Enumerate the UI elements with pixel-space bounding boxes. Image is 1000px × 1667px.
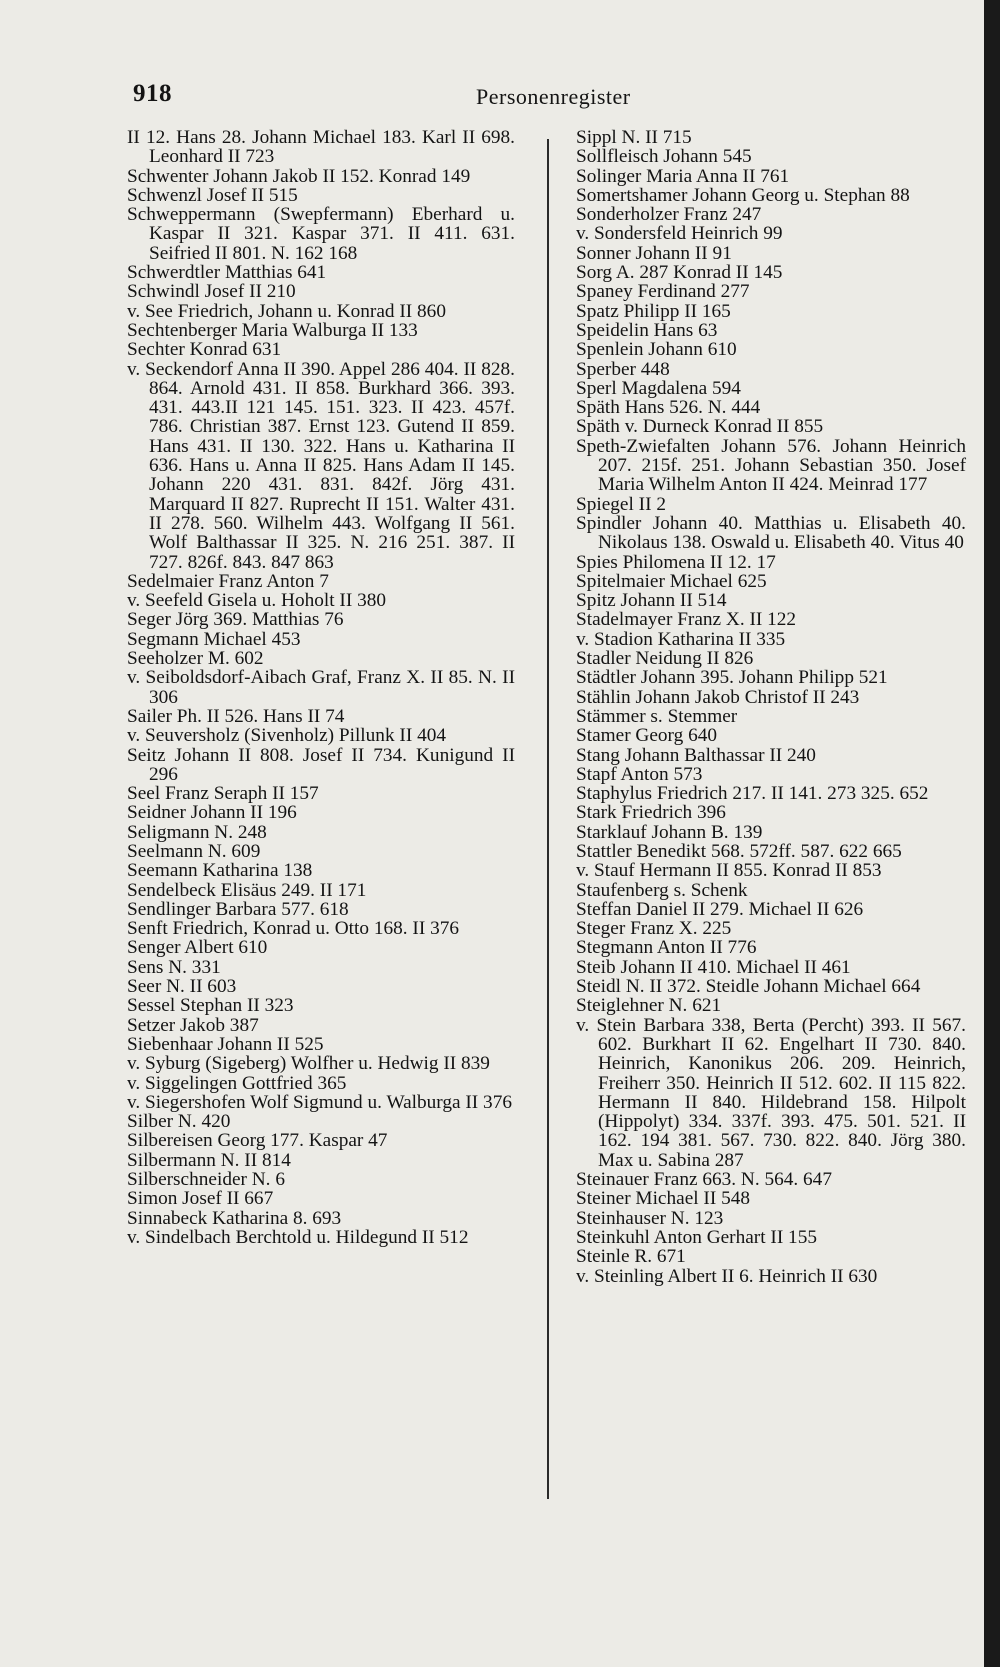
index-entry: Sonderholzer Franz 247 xyxy=(576,204,762,226)
index-entry: Sperl Magdalena 594 xyxy=(576,377,741,399)
index-entry: Stadelmayer Franz X. II 122 xyxy=(576,609,797,631)
index-entry: v. Steinling Albert II 6. Heinrich II 630 xyxy=(576,1265,878,1287)
index-entry: Seel Franz Seraph II 157 xyxy=(127,783,319,805)
index-entry: v. See Friedrich, Johann u. Konrad II 860 xyxy=(127,300,446,322)
index-entry: v. Seuversholz (Sivenholz) Pillunk II 404 xyxy=(127,725,446,747)
index-entry: Spies Philomena II 12. 17 xyxy=(576,551,776,573)
index-entry: Solinger Maria Anna II 761 xyxy=(576,165,790,187)
index-entry: Schwindl Josef II 210 xyxy=(127,281,296,303)
index-entry: Sens N. 331 xyxy=(127,956,221,978)
index-entry: Sollfleisch Johann 545 xyxy=(576,146,752,168)
index-entry: Sendelbeck Elisäus 249. II 171 xyxy=(127,879,367,901)
index-entry: Steiglehner N. 621 xyxy=(576,995,722,1017)
index-entry: II 12. Hans 28. Johann Michael 183. Karl II 698. Leonhard II 723 xyxy=(127,127,515,168)
index-entry: Sailer Ph. II 526. Hans II 74 xyxy=(127,705,345,727)
index-entry: Steiner Michael II 548 xyxy=(576,1188,751,1210)
index-entry: v. Seckendorf Anna II 390. Appel 286 404. II 828. 864. Arnold 431. II 858. Burkhard 366. 393. 431. 443.II 121 145. 151. 323. II 423. 457f. 786. Christian 387. Ernst 123. Gutend II 859. Hans 431. II 130. 322. Hans u. Katharina II 636. Hans u. Anna II 825. Hans Adam II 145. Johann 220 431. 831. 842f. Jörg 431. Marquard II 827. Ruprecht II 151. Walter 431. II 278. 560. Wilhelm 443. Wolfgang II 561. Wolf Balthassar II 325. N. 216 251. 387. II 727. 826f. 843. 847 863 xyxy=(127,358,515,573)
index-entry: Sendlinger Barbara 577. 618 xyxy=(127,898,349,920)
index-entry: Schweppermann (Swepfermann) Eberhard u. Kaspar II 321. Kaspar 371. II 411. 631. Seifried II 801. N. 162 168 xyxy=(127,204,515,264)
index-entry: Sessel Stephan II 323 xyxy=(127,995,294,1017)
index-entry: Simon Josef II 667 xyxy=(127,1188,274,1210)
index-entry: Steidl N. II 372. Steidle Johann Michael 664 xyxy=(576,976,921,998)
index-entry: Spaney Ferdinand 277 xyxy=(576,281,750,303)
index-entry: Seelmann N. 609 xyxy=(127,840,261,862)
index-entry: Staufenberg s. Schenk xyxy=(576,879,748,901)
index-entry: Segmann Michael 453 xyxy=(127,628,301,650)
index-entry: Seitz Johann II 808. Josef II 734. Kunigund II 296 xyxy=(127,744,515,785)
index-entry: Schwenzl Josef II 515 xyxy=(127,184,298,206)
index-column-left xyxy=(127,128,515,1247)
index-entry: Steinhauser N. 123 xyxy=(576,1207,724,1229)
index-entry: Spitelmaier Michael 625 xyxy=(576,570,767,592)
page-edge-shadow xyxy=(984,0,1000,1667)
index-entry: Steinkuhl Anton Gerhart II 155 xyxy=(576,1226,817,1248)
index-entry: v. Sondersfeld Heinrich 99 xyxy=(576,223,783,245)
index-entry: Spitz Johann II 514 xyxy=(576,590,727,612)
index-entry: Späth v. Durneck Konrad II 855 xyxy=(576,416,824,438)
index-entry: v. Seiboldsdorf-Aibach Graf, Franz X. II 85. N. II 306 xyxy=(127,667,515,708)
index-entry: Seligmann N. 248 xyxy=(127,821,267,843)
index-entry: v. Sindelbach Berchtold u. Hildegund II 512 xyxy=(127,1226,469,1248)
index-column-right xyxy=(576,128,966,1286)
index-entry: Sedelmaier Franz Anton 7 xyxy=(127,570,329,592)
index-entry: Späth Hans 526. N. 444 xyxy=(576,397,761,419)
index-entry: v. Siegershofen Wolf Sigmund u. Walburga II 376 xyxy=(127,1091,512,1113)
index-entry: Steinle R. 671 xyxy=(576,1246,686,1268)
index-entry: Seidner Johann II 196 xyxy=(127,802,297,824)
index-entry: Sechter Konrad 631 xyxy=(127,339,282,361)
index-entry: Speidelin Hans 63 xyxy=(576,319,718,341)
index-entry: v. Stadion Katharina II 335 xyxy=(576,628,786,650)
index-entry: Stang Johann Balthassar II 240 xyxy=(576,744,816,766)
index-entry: Silber N. 420 xyxy=(127,1111,231,1133)
index-entry: Spatz Philipp II 165 xyxy=(576,300,731,322)
index-entry: Silbereisen Georg 177. Kaspar 47 xyxy=(127,1130,388,1152)
index-entry: Spenlein Johann 610 xyxy=(576,339,737,361)
index-entry: Starklauf Johann B. 139 xyxy=(576,821,763,843)
index-entry: v. Stein Barbara 338, Berta (Percht) 393. II 567. 602. Burkhart II 62. Engelhart II 730. 840. Heinrich, Kanonikus 206. 209. Heinrich, Freiherr 350. Heinrich II 512. 602. II 115 822. Hermann II 840. Hildebrand 158. Hilpolt (Hippolyt) 334. 337f. 393. 475. 501. 521. II 162. 194 381. 567. 730. 822. 840. Jörg 380. Max u. Sabina 287 xyxy=(576,1014,966,1171)
index-entry: Sechtenberger Maria Walburga II 133 xyxy=(127,319,418,341)
index-entry: Setzer Jakob 387 xyxy=(127,1014,259,1036)
index-entry: Seer N. II 603 xyxy=(127,976,237,998)
index-entry: Seger Jörg 369. Matthias 76 xyxy=(127,609,344,631)
page-number: 918 xyxy=(133,80,172,107)
index-entry: Senft Friedrich, Konrad u. Otto 168. II 376 xyxy=(127,918,460,940)
index-entry: Steinauer Franz 663. N. 564. 647 xyxy=(576,1169,832,1191)
index-entry: Steib Johann II 410. Michael II 461 xyxy=(576,956,851,978)
column-divider xyxy=(547,139,549,1499)
index-entry: Speth-Zwiefalten Johann 576. Johann Heinrich 207. 215f. 251. Johann Sebastian 350. Josef Maria Wilhelm Anton II 424. Meinrad 177 xyxy=(576,435,966,496)
index-entry: Sinnabeck Katharina 8. 693 xyxy=(127,1207,342,1229)
index-entry: Seeholzer M. 602 xyxy=(127,648,264,670)
index-entry: Spiegel II 2 xyxy=(576,493,666,515)
index-entry: Seemann Katharina 138 xyxy=(127,860,313,882)
index-entry: Stark Friedrich 396 xyxy=(576,802,726,824)
index-entry: Schwenter Johann Jakob II 152. Konrad 149 xyxy=(127,165,471,187)
index-entry: Stählin Johann Jakob Christof II 243 xyxy=(576,686,860,708)
index-entry: Silberschneider N. 6 xyxy=(127,1169,285,1191)
index-entry: Städtler Johann 395. Johann Philipp 521 xyxy=(576,667,888,689)
index-entry: Spindler Johann 40. Matthias u. Elisabeth 40. Nikolaus 138. Oswald u. Elisabeth 40. Vitus 40 xyxy=(576,512,966,554)
index-entry: Stadler Neidung II 826 xyxy=(576,648,754,670)
index-entry: Silbermann N. II 814 xyxy=(127,1149,291,1171)
index-entry: v. Syburg (Sigeberg) Wolfher u. Hedwig II 839 xyxy=(127,1053,490,1075)
index-entry: Schwerdtler Matthias 641 xyxy=(127,262,327,284)
index-entry: Senger Albert 610 xyxy=(127,937,268,959)
index-entry: Stattler Benedikt 568. 572ff. 587. 622 665 xyxy=(576,840,902,862)
index-entry: Stämmer s. Stemmer xyxy=(576,705,738,727)
index-entry: Sorg A. 287 Konrad II 145 xyxy=(576,262,783,284)
index-entry: Somertshamer Johann Georg u. Stephan 88 xyxy=(576,184,910,206)
index-entry: Sonner Johann II 91 xyxy=(576,242,732,264)
index-entry: Stegmann Anton II 776 xyxy=(576,937,757,959)
index-entry: Stamer Georg 640 xyxy=(576,725,718,747)
index-entry: Sperber 448 xyxy=(576,358,670,380)
index-entry: Siebenhaar Johann II 525 xyxy=(127,1033,324,1055)
index-entry: Steger Franz X. 225 xyxy=(576,918,732,940)
index-entry: Steffan Daniel II 279. Michael II 626 xyxy=(576,898,864,920)
running-title: Personenregister xyxy=(476,84,631,109)
index-entry: v. Stauf Hermann II 855. Konrad II 853 xyxy=(576,860,882,882)
index-entry: v. Seefeld Gisela u. Hoholt II 380 xyxy=(127,590,386,612)
index-entry: Staphylus Friedrich 217. II 141. 273 325. 652 xyxy=(576,783,929,805)
index-entry: v. Siggelingen Gottfried 365 xyxy=(127,1072,347,1094)
index-entry: Stapf Anton 573 xyxy=(576,763,703,785)
index-entry: Sippl N. II 715 xyxy=(576,127,692,148)
